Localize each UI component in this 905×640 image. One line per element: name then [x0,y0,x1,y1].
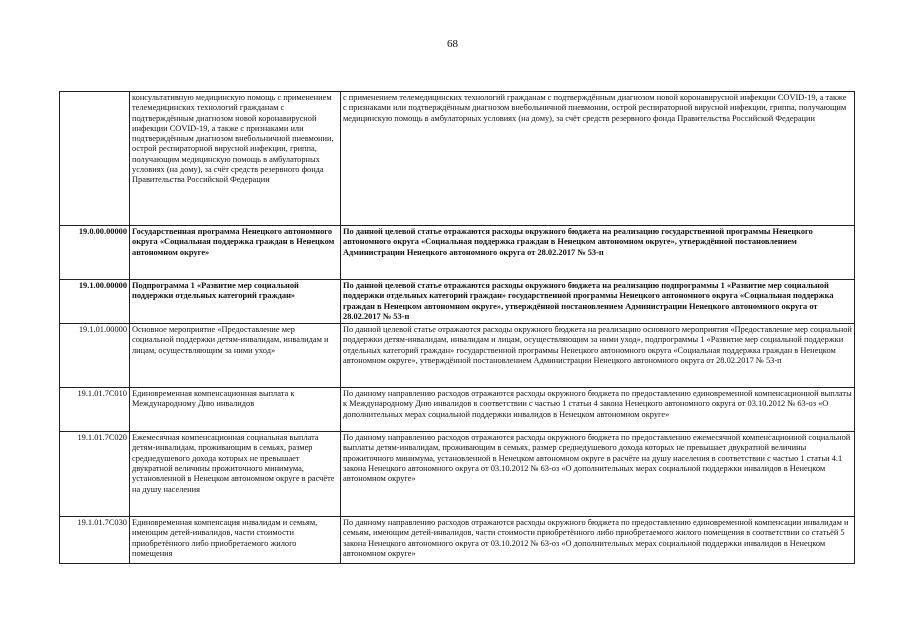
code-cell [60,92,130,226]
table-row [60,226,855,280]
table-row [60,92,855,226]
description-cell: По данному направлению расходов отражаются расходы окружного бюджета по предоставлению единовременной компенсационной выплаты к Международному Дню инвалидов в соответствии с частью 1 статьи 4 закона Ненецкого автономного округа от 03.10.2012 № 63-оз «О дополнительных мерах социальной поддержки инвалидов в Ненецком автономном округе» [341,388,855,432]
description-cell: По данной целевой статье отражаются расходы окружного бюджета на реализацию основного мероприятия «Предоставление мер социальной поддержки детям-инвалидам, инвалидам и лицам, осуществляющим за ними уход», подпрограммы 1 «Развитие мер социальной поддержки отдельных категорий граждан» государственной программы Ненецкого автономного округа «Социальная поддержка граждан в Ненецком автономном округе», утверждённой постановлением Администрации Ненецкого автономного округа от 28.02.2017 № 53-п [341,324,855,388]
code-cell: 19.1.01.7С030 [60,517,130,564]
page-number: 68 [447,38,458,50]
name-cell: Основное мероприятие «Предоставление мер социальной поддержки детям-инвалидам, инвалидам и лицам, осуществляющим за ними уход» [130,324,341,388]
table-row [60,324,855,388]
description-cell: По данной целевой статье отражаются расходы окружного бюджета на реализацию государственной программы Ненецкого автономного округа «Социальная поддержка граждан в Ненецком автономном округе», утверждённой постановлением Администрации Ненецкого автономного округа от 28.02.2017 № 53-п [341,226,855,280]
budget-classification-table [59,91,855,564]
table-row [60,280,855,324]
table-row [60,432,855,517]
table-row [60,517,855,564]
code-cell: 19.1.01.7С020 [60,432,130,517]
description-cell: По данному направлению расходов отражаются расходы окружного бюджета по предоставлению ежемесячной компенсационной социальной выплаты детям-инвалидам, проживающим в семьях, размер среднедушевого дохода которых не превышает двукратной величины прожиточного минимума, установленной в Ненецком автономном округе в расчёте на душу населения в соответствии с частью 1 статьи 4.1 закона Ненецкого автономного округа от 03.10.2012 № 63-оз «О дополнительных мерах социальной поддержки инвалидов в Ненецком автономном округе» [341,432,855,517]
description-cell: По данной целевой статье отражаются расходы окружного бюджета на реализацию подпрограммы 1 «Развитие мер социальной поддержки отдельных категорий граждан» государственной программы Ненецкого автономного округа «Социальная поддержка граждан в Ненецком автономном округе», утверждённой постановлением Администрации Ненецкого автономного округа от 28.02.2017 № 53-п [341,280,855,324]
name-cell: Единовременная компенсационная выплата к Международному Дню инвалидов [130,388,341,432]
name-cell: Государственная программа Ненецкого автономного округа «Социальная поддержка граждан в Ненецком автономном округе» [130,226,341,280]
name-cell: Подпрограмма 1 «Развитие мер социальной поддержки отдельных категорий граждан» [130,280,341,324]
table-row [60,388,855,432]
code-cell: 19.0.00.00000 [60,226,130,280]
description-cell: По данному направлению расходов отражаются расходы окружного бюджета по предоставлению единовременной компенсации инвалидам и семьям, имеющим детей-инвалидов, части стоимости приобретённого либо приобретаемого жилого помещения в соответствии со статьёй 5 закона Ненецкого автономного округа от 03.10.2012 № 63-оз «О дополнительных мерах социальной поддержки инвалидов в Ненецком автономном округе» [341,517,855,564]
name-cell: Единовременная компенсация инвалидам и семьям, имеющим детей-инвалидов, части стоимости приобретённого либо приобретаемого жилого помещения [130,517,341,564]
code-cell: 19.1.01.7С010 [60,388,130,432]
code-cell: 19.1.00.00000 [60,280,130,324]
code-cell: 19.1.01.00000 [60,324,130,388]
name-cell: Ежемесячная компенсационная социальная выплата детям-инвалидам, проживающим в семьях, размер среднедушевого дохода которых не превышает двукратной величины прожиточного минимума, установленной в Ненецком автономном округе в расчёте на душу населения [130,432,341,517]
name-cell: консультативную медицинскую помощь с применением телемедицинских технологий гражданам с подтверждённым диагнозом новой коронавирусной инфекции COVID-19, а также с признаками или подтверждённым диагнозом внебольничной пневмонии, острой респираторной вирусной инфекции, гриппа, получающим медицинскую помощь в амбулаторных условиях (на дому), за счёт средств резервного фонда Правительства Российской Федерации [130,92,341,226]
description-cell: с применением телемедицинских технологий гражданам с подтверждённым диагнозом новой коронавирусной инфекции COVID-19, а также с признаками или подтверждённым диагнозом внебольничной пневмонии, острой респираторной вирусной инфекции, гриппа, получающим медицинскую помощь в амбулаторных условиях (на дому), за счёт средств резервного фонда Правительства Российской Федерации [341,92,855,226]
